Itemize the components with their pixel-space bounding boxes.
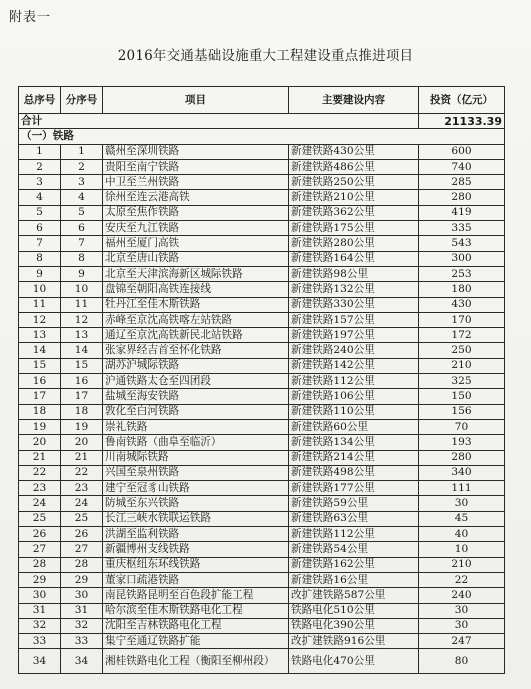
- cell-investment: 10: [419, 542, 505, 557]
- cell-sub-no: 24: [61, 496, 103, 511]
- cell-sub-no: 22: [61, 465, 103, 480]
- cell-content: 新建铁路362公里: [289, 205, 419, 220]
- table-row: [19, 159, 505, 174]
- table-row: [19, 221, 505, 236]
- table-row: [19, 297, 505, 312]
- cell-content: 改扩建铁路916公里: [289, 634, 419, 649]
- cell-investment: 180: [419, 282, 505, 297]
- cell-sub-no: 17: [61, 389, 103, 404]
- cell-content: 新建铁路330公里: [289, 297, 419, 312]
- cell-sub-no: 29: [61, 572, 103, 587]
- cell-investment: 253: [419, 266, 505, 281]
- cell-sub-no: 28: [61, 557, 103, 572]
- cell-total-no: 5: [19, 205, 61, 220]
- cell-investment: 335: [419, 221, 505, 236]
- cell-project: 湘桂铁路电化工程（衡阳至柳州段）: [103, 649, 289, 674]
- cell-investment: 240: [419, 588, 505, 603]
- table-header-row: [19, 87, 505, 114]
- table-row: [19, 618, 505, 633]
- cell-investment: 40: [419, 527, 505, 542]
- cell-content: 改扩建铁路587公里: [289, 588, 419, 603]
- cell-total-no: 30: [19, 588, 61, 603]
- table-row: [19, 496, 505, 511]
- cell-total-no: 13: [19, 328, 61, 343]
- cell-content: 新建铁路498公里: [289, 465, 419, 480]
- cell-project: 中卫至兰州铁路: [103, 175, 289, 190]
- cell-total-no: 22: [19, 465, 61, 480]
- cell-content: 铁路电化470公里: [289, 649, 419, 674]
- cell-investment: 30: [419, 603, 505, 618]
- cell-investment: 111: [419, 481, 505, 496]
- cell-project: 新疆博州支线铁路: [103, 542, 289, 557]
- cell-content: 新建铁路16公里: [289, 572, 419, 587]
- table-row: [19, 205, 505, 220]
- cell-sub-no: 31: [61, 603, 103, 618]
- cell-investment: 325: [419, 374, 505, 389]
- cell-content: 新建铁路54公里: [289, 542, 419, 557]
- cell-content: 新建铁路110公里: [289, 404, 419, 419]
- cell-content: 新建铁路63公里: [289, 511, 419, 526]
- cell-total-no: 29: [19, 572, 61, 587]
- table-row: [19, 435, 505, 450]
- cell-project: 敦化至白河铁路: [103, 404, 289, 419]
- total-row: [19, 114, 505, 129]
- cell-investment: 30: [419, 496, 505, 511]
- cell-project: 鲁南铁路（曲阜至临沂）: [103, 435, 289, 450]
- cell-content: 新建铁路112公里: [289, 374, 419, 389]
- cell-total-no: 26: [19, 527, 61, 542]
- cell-investment: 22: [419, 572, 505, 587]
- cell-investment: 543: [419, 236, 505, 251]
- table-row: [19, 557, 505, 572]
- cell-sub-no: 18: [61, 404, 103, 419]
- cell-total-no: 11: [19, 297, 61, 312]
- cell-project: 哈尔滨至佳木斯铁路电化工程: [103, 603, 289, 618]
- cell-investment: 156: [419, 404, 505, 419]
- cell-project: 南昆铁路昆明至百色段扩能工程: [103, 588, 289, 603]
- cell-project: 徐州至连云港高铁: [103, 190, 289, 205]
- cell-project: 北京至唐山铁路: [103, 251, 289, 266]
- cell-project: 沪通铁路太仓至四团段: [103, 374, 289, 389]
- cell-investment: 300: [419, 251, 505, 266]
- cell-total-no: 23: [19, 481, 61, 496]
- table-row: [19, 542, 505, 557]
- cell-content: 新建铁路250公里: [289, 175, 419, 190]
- cell-project: 洪湖至监利铁路: [103, 527, 289, 542]
- cell-investment: 80: [419, 649, 505, 674]
- cell-content: 新建铁路157公里: [289, 312, 419, 327]
- cell-sub-no: 9: [61, 266, 103, 281]
- table-row: [19, 175, 505, 190]
- cell-sub-no: 26: [61, 527, 103, 542]
- cell-project: 盘锦至朝阳高铁连接线: [103, 282, 289, 297]
- total-value: 21133.39: [419, 114, 505, 129]
- cell-project: 沈阳至吉林铁路电化工程: [103, 618, 289, 633]
- table-row: [19, 266, 505, 281]
- cell-content: 新建铁路177公里: [289, 481, 419, 496]
- cell-content: 新建铁路486公里: [289, 159, 419, 174]
- cell-sub-no: 1: [61, 144, 103, 159]
- cell-project: 赣州至深圳铁路: [103, 144, 289, 159]
- cell-project: 集宁至通辽铁路扩能: [103, 634, 289, 649]
- cell-sub-no: 2: [61, 159, 103, 174]
- cell-sub-no: 6: [61, 221, 103, 236]
- cell-sub-no: 23: [61, 481, 103, 496]
- cell-content: 铁路电化510公里: [289, 603, 419, 618]
- cell-total-no: 20: [19, 435, 61, 450]
- cell-investment: 740: [419, 159, 505, 174]
- table-row: [19, 511, 505, 526]
- table-row: [19, 312, 505, 327]
- cell-project: 盐城至海安铁路: [103, 389, 289, 404]
- cell-investment: 280: [419, 450, 505, 465]
- section-label: （一）铁路: [19, 129, 505, 144]
- table-row: [19, 588, 505, 603]
- attachment-label: 附表一: [9, 10, 52, 25]
- cell-total-no: 27: [19, 542, 61, 557]
- table-row: [19, 328, 505, 343]
- cell-sub-no: 21: [61, 450, 103, 465]
- table-row: [19, 634, 505, 649]
- cell-investment: 193: [419, 435, 505, 450]
- table-row: [19, 251, 505, 266]
- table-row: [19, 144, 505, 159]
- page-title: 2016年交通基础设施重大工程建设重点推进项目: [117, 48, 414, 64]
- cell-total-no: 32: [19, 618, 61, 633]
- table-row: [19, 527, 505, 542]
- cell-total-no: 16: [19, 374, 61, 389]
- table-row: [19, 465, 505, 480]
- table-row: [19, 374, 505, 389]
- section-row: [19, 129, 505, 144]
- cell-investment: 30: [419, 618, 505, 633]
- cell-total-no: 17: [19, 389, 61, 404]
- cell-sub-no: 20: [61, 435, 103, 450]
- cell-sub-no: 27: [61, 542, 103, 557]
- cell-total-no: 1: [19, 144, 61, 159]
- cell-content: 铁路电化390公里: [289, 618, 419, 633]
- cell-investment: 250: [419, 343, 505, 358]
- total-label: 合计: [19, 114, 419, 129]
- cell-sub-no: 16: [61, 374, 103, 389]
- cell-investment: 210: [419, 557, 505, 572]
- cell-project: 董家口疏港铁路: [103, 572, 289, 587]
- table-row: [19, 236, 505, 251]
- cell-total-no: 9: [19, 266, 61, 281]
- cell-project: 赤峰至京沈高铁喀左站铁路: [103, 312, 289, 327]
- cell-project: 福州至厦门高铁: [103, 236, 289, 251]
- cell-total-no: 10: [19, 282, 61, 297]
- cell-content: 新建铁路210公里: [289, 190, 419, 205]
- cell-total-no: 8: [19, 251, 61, 266]
- cell-investment: 430: [419, 297, 505, 312]
- cell-total-no: 19: [19, 419, 61, 434]
- cell-content: 新建铁路280公里: [289, 236, 419, 251]
- table-row: [19, 389, 505, 404]
- cell-total-no: 3: [19, 175, 61, 190]
- cell-sub-no: 12: [61, 312, 103, 327]
- cell-sub-no: 14: [61, 343, 103, 358]
- cell-content: 新建铁路142公里: [289, 358, 419, 373]
- cell-total-no: 34: [19, 649, 61, 674]
- cell-project: 贵阳至南宁铁路: [103, 159, 289, 174]
- cell-content: 新建铁路112公里: [289, 527, 419, 542]
- cell-project: 崇礼铁路: [103, 419, 289, 434]
- cell-content: 新建铁路430公里: [289, 144, 419, 159]
- cell-project: 牡丹江至佳木斯铁路: [103, 297, 289, 312]
- col-header-investment: 投资（亿元）: [419, 87, 505, 114]
- cell-investment: 210: [419, 358, 505, 373]
- cell-content: 新建铁路175公里: [289, 221, 419, 236]
- cell-investment: 45: [419, 511, 505, 526]
- cell-project: 安庆至九江铁路: [103, 221, 289, 236]
- cell-content: 新建铁路240公里: [289, 343, 419, 358]
- cell-total-no: 15: [19, 358, 61, 373]
- cell-content: 新建铁路98公里: [289, 266, 419, 281]
- cell-content: 新建铁路162公里: [289, 557, 419, 572]
- col-header-total-no: 总序号: [19, 87, 61, 114]
- table-row: [19, 282, 505, 297]
- table-row: [19, 190, 505, 205]
- col-header-content: 主要建设内容: [289, 87, 419, 114]
- cell-total-no: 14: [19, 343, 61, 358]
- cell-project: 兴国至泉州铁路: [103, 465, 289, 480]
- cell-investment: 280: [419, 190, 505, 205]
- project-table: [18, 86, 505, 674]
- table-row: [19, 649, 505, 674]
- cell-sub-no: 5: [61, 205, 103, 220]
- cell-sub-no: 10: [61, 282, 103, 297]
- col-header-sub-no: 分序号: [61, 87, 103, 114]
- cell-project: 湖苏沪城际铁路: [103, 358, 289, 373]
- cell-content: 新建铁路164公里: [289, 251, 419, 266]
- cell-total-no: 12: [19, 312, 61, 327]
- cell-content: 新建铁路60公里: [289, 419, 419, 434]
- cell-investment: 247: [419, 634, 505, 649]
- cell-total-no: 25: [19, 511, 61, 526]
- table-row: [19, 450, 505, 465]
- cell-content: 新建铁路59公里: [289, 496, 419, 511]
- cell-project: 张家界经吉首至怀化铁路: [103, 343, 289, 358]
- cell-project: 通辽至京沈高铁新民北站铁路: [103, 328, 289, 343]
- cell-total-no: 4: [19, 190, 61, 205]
- cell-investment: 70: [419, 419, 505, 434]
- cell-investment: 600: [419, 144, 505, 159]
- cell-total-no: 28: [19, 557, 61, 572]
- cell-sub-no: 30: [61, 588, 103, 603]
- cell-total-no: 2: [19, 159, 61, 174]
- cell-total-no: 18: [19, 404, 61, 419]
- cell-total-no: 24: [19, 496, 61, 511]
- table-row: [19, 358, 505, 373]
- table-row: [19, 481, 505, 496]
- cell-content: 新建铁路134公里: [289, 435, 419, 450]
- cell-total-no: 6: [19, 221, 61, 236]
- cell-sub-no: 3: [61, 175, 103, 190]
- cell-project: 北京至天津滨海新区城际铁路: [103, 266, 289, 281]
- cell-sub-no: 8: [61, 251, 103, 266]
- cell-project: 太原至焦作铁路: [103, 205, 289, 220]
- cell-content: 新建铁路197公里: [289, 328, 419, 343]
- cell-investment: 150: [419, 389, 505, 404]
- table-row: [19, 404, 505, 419]
- table-row: [19, 419, 505, 434]
- cell-sub-no: 32: [61, 618, 103, 633]
- cell-sub-no: 33: [61, 634, 103, 649]
- cell-sub-no: 19: [61, 419, 103, 434]
- cell-project: 重庆枢纽东环线铁路: [103, 557, 289, 572]
- cell-sub-no: 4: [61, 190, 103, 205]
- cell-sub-no: 25: [61, 511, 103, 526]
- cell-total-no: 31: [19, 603, 61, 618]
- table-row: [19, 572, 505, 587]
- cell-sub-no: 11: [61, 297, 103, 312]
- cell-project: 建宁至冠豸山铁路: [103, 481, 289, 496]
- cell-project: 川南城际铁路: [103, 450, 289, 465]
- cell-total-no: 33: [19, 634, 61, 649]
- col-header-project: 项目: [103, 87, 289, 114]
- cell-investment: 285: [419, 175, 505, 190]
- cell-total-no: 21: [19, 450, 61, 465]
- cell-content: 新建铁路132公里: [289, 282, 419, 297]
- cell-sub-no: 13: [61, 328, 103, 343]
- cell-investment: 419: [419, 205, 505, 220]
- cell-investment: 170: [419, 312, 505, 327]
- cell-content: 新建铁路214公里: [289, 450, 419, 465]
- cell-total-no: 7: [19, 236, 61, 251]
- cell-project: 长江三峡水铁联运铁路: [103, 511, 289, 526]
- cell-sub-no: 34: [61, 649, 103, 674]
- cell-investment: 172: [419, 328, 505, 343]
- cell-sub-no: 15: [61, 358, 103, 373]
- cell-sub-no: 7: [61, 236, 103, 251]
- cell-project: 防城至东兴铁路: [103, 496, 289, 511]
- table-row: [19, 603, 505, 618]
- cell-content: 新建铁路106公里: [289, 389, 419, 404]
- table-row: [19, 343, 505, 358]
- cell-investment: 340: [419, 465, 505, 480]
